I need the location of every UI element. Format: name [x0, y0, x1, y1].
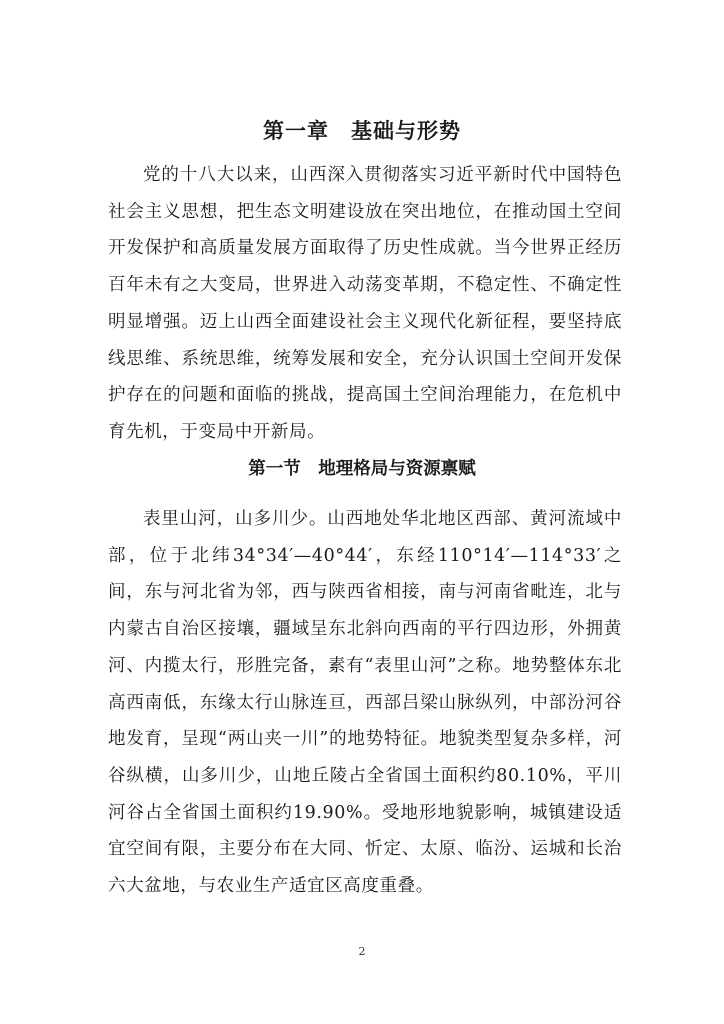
- section-paragraph: 表里山河，山多川少。山西地处华北地区西部、黄河流域中部，位于北纬34°34′—40°44′，东经110°14′—114°33′之间，东与河北省为邻，西与陕西省相接，南与河南省毗连，北与内蒙古自治区接壤，疆域呈东北斜向西南的平行四边形，外拥黄河、内揽太行，形胜完备，素有“表里山河”之称。地势整体东北高西南低，东缘太行山脉连亘，西部吕梁山脉纵列，中部汾河谷地发育，呈现“两山夹一川”的地势特征。地貌类型复杂多样，河谷纵横，山多川少，山地丘陵占全省国土面积约80.10%，平川河谷占全省国土面积约19.90%。受地形地貌影响，城镇建设适宜空间有限，主要分布在大同、忻定、太原、临汾、运城和长治六大盆地，与农业生产适宜区高度重叠。: [108, 509, 622, 897]
- intro-paragraph: 党的十八大以来，山西深入贯彻落实习近平新时代中国特色社会主义思想，把生态文明建设放在突出地位，在推动国土空间开发保护和高质量发展方面取得了历史性成就。当今世界正经历百年未有之大变局，世界进入动荡变革期，不稳定性、不确定性明显增强。迈上山西全面建设社会主义现代化新征程，要坚持底线思维、系统思维，统筹发展和安全，充分认识国土空间开发保护存在的问题和面临的挑战，提高国土空间治理能力，在危机中育先机，于变局中开新局。: [108, 165, 622, 442]
- chapter-title: 第一章 基础与形势: [263, 118, 461, 143]
- section-title: 第一节 地理格局与资源禀赋: [248, 459, 476, 479]
- page-number: 2: [358, 945, 366, 958]
